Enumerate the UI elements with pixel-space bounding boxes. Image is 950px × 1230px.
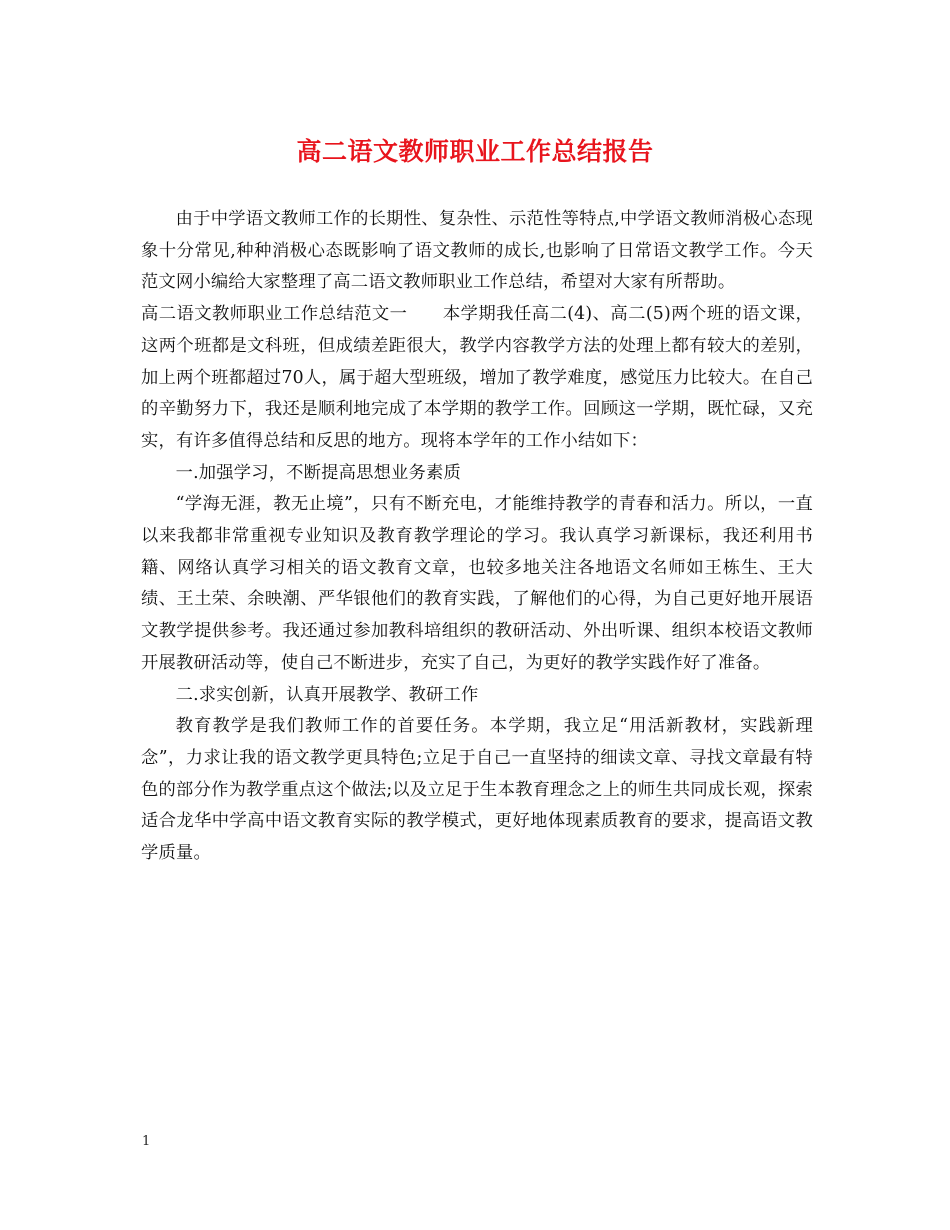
document-title: 高二语文教师职业工作总结报告 <box>296 137 654 166</box>
teaching-paragraph: 教育教学是我们教师工作的首要任务。本学期，我立足“用活新教材，实践新理念”，力求让我的语文教学更具特色;立足于自己一直坚持的细读文章、寻找文章最有特色的部分作为教学重点这个做法;以及立足于生本教育理念之上的师生共同成长观，探索适合龙华中学高中语文教育实际的教学模式，更好地体现素质教育的要求，提高语文教学质量。 <box>141 716 813 864</box>
section-heading-one: 一.加强学习，不断提高思想业务素质 <box>175 462 461 483</box>
intro-paragraph: 由于中学语文教师工作的长期性、复杂性、示范性等特点,中学语文教师消极心态现象十分常见,种种消极心态既影响了语文教师的成长,也影响了日常语文教学工作。今天范文网小编给大家整理了高二语文教师职业工作总结，希望对大家有所帮助。 <box>141 209 813 293</box>
page-number: 1 <box>142 1134 151 1149</box>
document-body <box>141 204 813 870</box>
sample-one-paragraph: 高二语文教师职业工作总结范文一 本学期我任高二(4)、高二(5)两个班的语文课，这两个班都是文科班，但成绩差距很大，教学内容教学方法的处理上都有较大的差别，加上两个班都超过70人，属于超大型班级，增加了教学难度，感觉压力比较大。在自己的辛勤努力下，我还是顺利地完成了本学期的教学工作。回顾这一学期，既忙碌，又充实，有许多值得总结和反思的地方。现将本学年的工作小结如下： <box>141 304 813 451</box>
study-paragraph: “学海无涯，教无止境”，只有不断充电，才能维持教学的青春和活力。所以，一直以来我都非常重视专业知识及教育教学理论的学习。我认真学习新课标，我还利用书籍、网络认真学习相关的语文教育文章，也较多地关注各地语文名师如王栋生、王大绩、王土荣、余映潮、严华银他们的教育实践，了解他们的心得，为自己更好地开展语文教学提供参考。我还通过参加教科培组织的教研活动、外出听课、组织本校语文教师开展教研活动等，使自己不断进步，充实了自己，为更好的教学实践作好了准备。 <box>141 494 813 673</box>
section-heading-two: 二.求实创新，认真开展教学、教研工作 <box>175 684 479 705</box>
